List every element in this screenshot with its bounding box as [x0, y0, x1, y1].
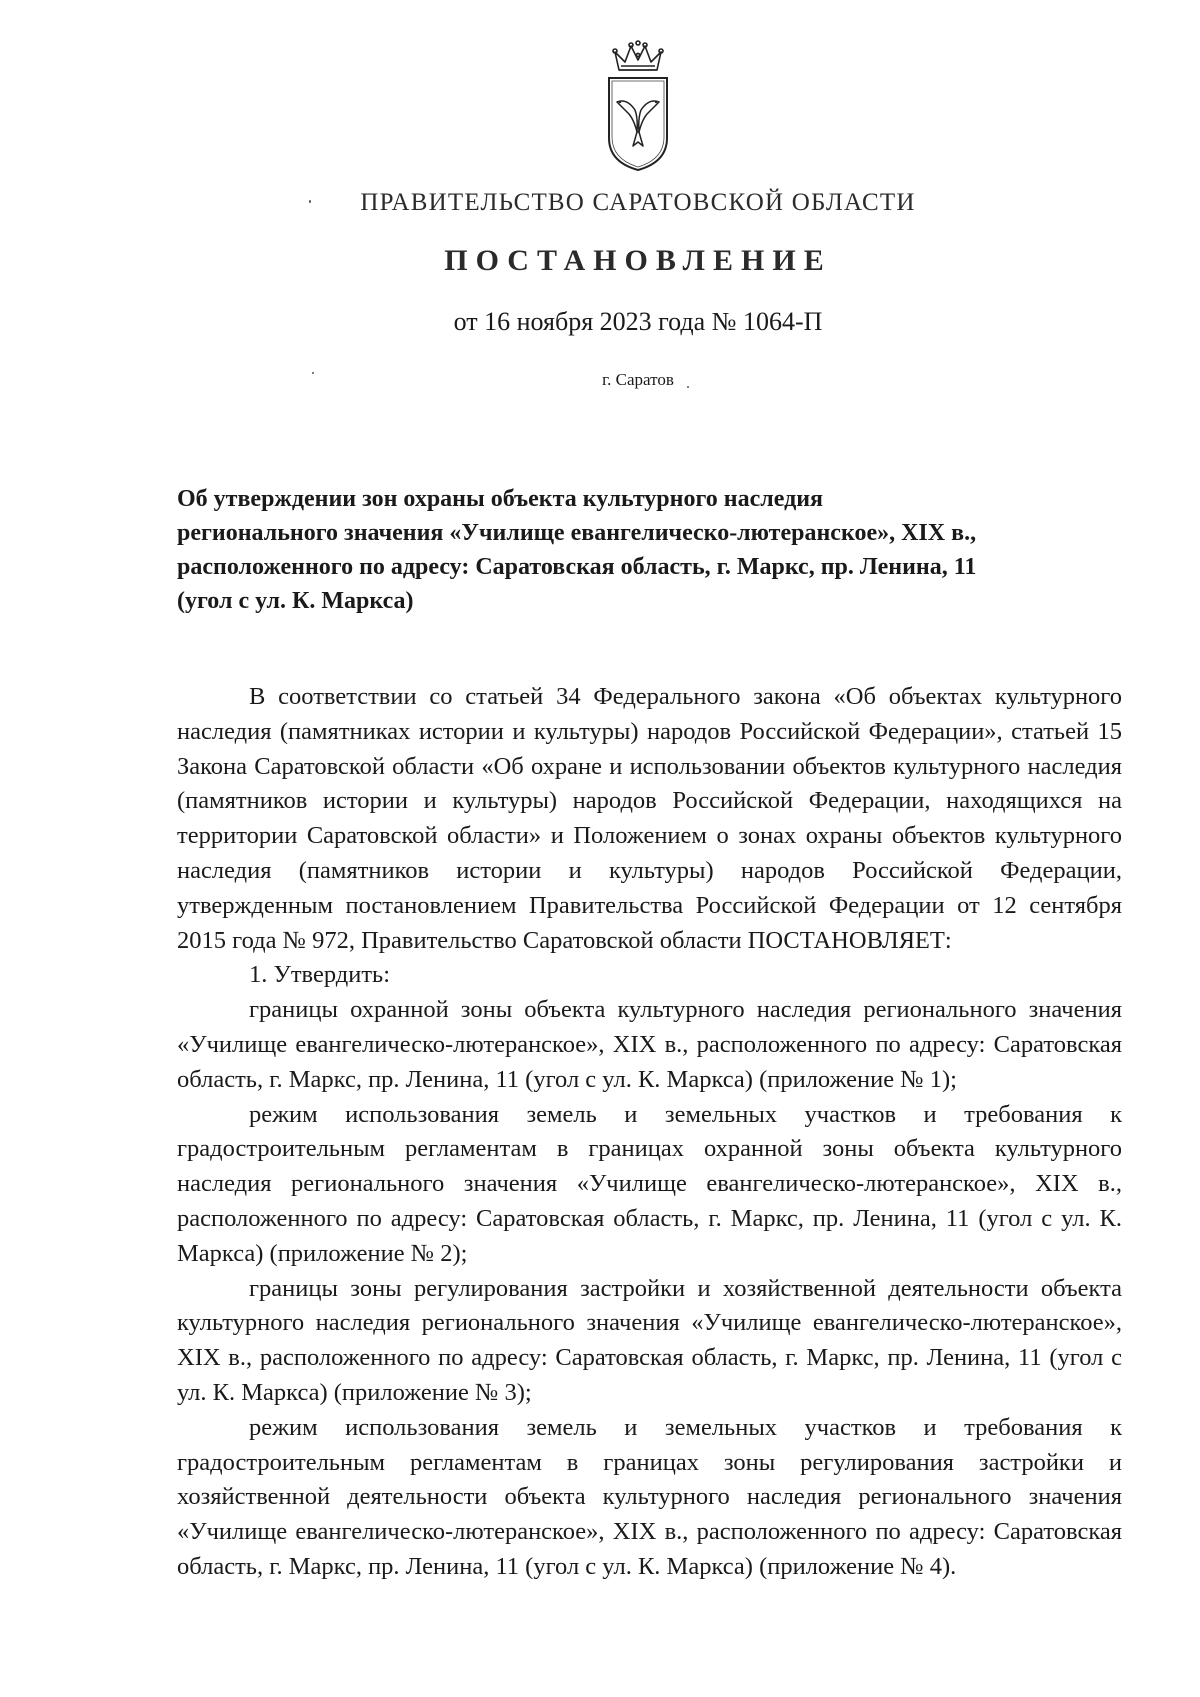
- document-type-title: ПОСТАНОВЛЕНИЕ: [444, 244, 832, 277]
- document-body: [177, 680, 1122, 1585]
- document-subject-heading: Об утверждении зон охраны объекта культурного наследия регионального значения «Училище евангелическо-лютеранское», XIX в., расположенного по адресу: Саратовская область, г. Маркс, пр. Ленина, 11 (угол с ул. К. Маркса): [177, 486, 977, 614]
- document-date-number: от 16 ноября 2023 года № 1064-П: [453, 307, 823, 336]
- coat-of-arms-emblem: [601, 40, 675, 172]
- item-1-c-paragraph: границы зоны регулирования застройки и хозяйственной деятельности объекта культурного наследия регионального значения «Училище евангелическо-лютеранское», XIX в., расположенного по адресу: Саратовская область, г. Маркс, пр. Ленина, 11 (угол с ул. К. Маркса) (приложение № 3);: [177, 1274, 1122, 1406]
- item-1-b-paragraph: режим использования земель и земельных участков и требования к градостроительным регламентам в границах охранной зоны объекта культурного наследия регионального значения «Училище евангелическо-лютеранское», XIX в., расположенного по адресу: Саратовская область, г. Маркс, пр. Ленина, 11 (угол с ул. К. Маркса) (приложение № 2);: [177, 1100, 1122, 1267]
- scan-speck: [312, 372, 314, 374]
- item-1-d-paragraph: режим использования земель и земельных участков и требования к градостроительным регламентам в границах зоны регулирования застройки и хозяйственной деятельности объекта культурного наследия регионального значения «Училище евангелическо-лютеранское», XIX в., расположенного по адресу: Саратовская область, г. Маркс, пр. Ленина, 11 (угол с ул. К. Маркса) (приложение № 4).: [177, 1413, 1122, 1580]
- scan-speck: [309, 200, 311, 203]
- government-name: ПРАВИТЕЛЬСТВО САРАТОВСКОЙ ОБЛАСТИ: [360, 189, 916, 216]
- item-1-a-paragraph: границы охранной зоны объекта культурного наследия регионального значения «Училище евангелическо-лютеранское», XIX в., расположенного по адресу: Саратовская область, г. Маркс, пр. Ленина, 11 (угол с ул. К. Маркса) (приложение № 1);: [177, 996, 1122, 1093]
- preamble-paragraph: В соответствии со статьей 34 Федерального закона «Об объектах культурного наследия (памятниках истории и культуры) народов Российской Федерации», статьей 15 Закона Саратовской области «Об охране и использовании объектов культурного наследия (памятников истории и культуры) народов Российской Федерации, находящихся на территории Саратовской области» и Положением о зонах охраны объектов культурного наследия (памятников истории и культуры) народов Российской Федерации, утвержденным постановлением Правительства Российской Федерации от 12 сентября 2015 года № 972, Правительство Саратовской области ПОСТАНОВЛЯЕТ:: [177, 683, 1122, 954]
- item-1-paragraph: 1. Утвердить:: [249, 961, 391, 989]
- document-place: г. Саратов: [602, 370, 674, 389]
- scan-speck: [687, 386, 689, 388]
